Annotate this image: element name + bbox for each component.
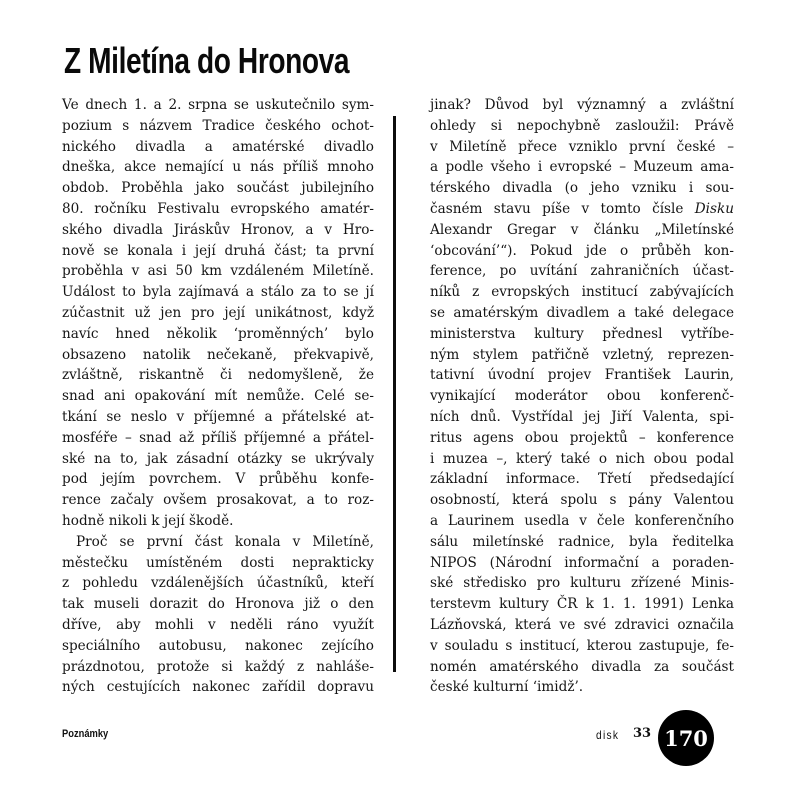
- text-line: dneška, akce nemající u nás příliš mnoho: [62, 159, 374, 176]
- text-line: obdob. Proběhla jako součást jubilejního: [62, 180, 374, 197]
- text-line: jinak? Důvod byl významný a zvláštní: [430, 97, 734, 113]
- text-line: se amatérským divadlem a také delegace: [430, 304, 734, 321]
- text-line: terstevm kultury ČR k 1. 1. 1991) Lenka: [430, 596, 734, 613]
- magazine-reference: Disku: [694, 200, 734, 217]
- text-line: proběhla v asi 50 km vzdáleném Miletíně.: [62, 263, 374, 280]
- text-line: ského divadla Jiráskův Hronov, a v Hro-: [62, 221, 374, 238]
- text-line: ritus agens obou projektů – konference: [430, 429, 734, 446]
- text-line: zvláštně, riskantně či nedomyšleně, že: [62, 367, 374, 384]
- text-line: časném stavu píše v tomto čísle Disku: [430, 200, 734, 217]
- text-line: Událost to byla zajímavá a stálo za to se jí: [62, 284, 374, 301]
- text-line: tativní úvodní projev František Laurin,: [430, 367, 734, 384]
- magazine-name: disk: [596, 728, 620, 742]
- text-line: ohledy si nepochybně zasloužil: Právě: [430, 117, 734, 134]
- text-line: v souladu s institucí, kterou zastupuje, fe-: [430, 637, 734, 654]
- text-line: snad ani opakování mít nemůže. Celé se-: [62, 388, 374, 405]
- text-line: prázdnotou, protože si každý z nahláše-: [62, 658, 374, 675]
- text-line: sálu miletínské radnice, byla ředitelka: [430, 533, 734, 550]
- text-line: Proč se první část konala v Miletíně,: [76, 533, 374, 550]
- text-line: rence začaly ovšem prosakovat, a to roz-: [62, 492, 374, 509]
- text-line: mosféře – snad až příliš příjemné a přátel-: [62, 429, 374, 446]
- text-line: tak museli dorazit do Hronova již o den: [62, 596, 374, 613]
- text-line: Alexandr Gregar v článku „Miletínské: [430, 221, 734, 238]
- text-line: ference, po uvítání zahraničních účast-: [430, 263, 734, 280]
- text-line: Ve dnech 1. a 2. srpna se uskutečnilo sym-: [62, 97, 374, 113]
- text-line: ným stylem patřičně vzletný, reprezen-: [430, 346, 734, 363]
- text-line: tkání se neslo v příjemné a přátelské at-: [62, 408, 374, 425]
- text-line: navíc hned několik ‘proměnných’ bylo: [62, 325, 374, 342]
- column-divider-rule: [393, 116, 396, 672]
- text-line: v Miletíně přece vzniklo první české –: [430, 138, 734, 155]
- text-line: nově se konala i její druhá část; ta první: [62, 242, 374, 259]
- text-line: i muzea –, který také o nich obou podal: [430, 450, 734, 467]
- text-line: nomén amatérského divadla za součást: [430, 658, 734, 675]
- text-line: ‘obcování’“). Pokud jde o průběh kon-: [430, 242, 734, 259]
- section-label: Poznámky: [62, 728, 109, 740]
- article-title: Z Miletína do Hronova: [64, 40, 350, 81]
- text-line: NIPOS (Národní informační a poraden-: [430, 554, 734, 571]
- text-line: vynikající moderátor obou konferenč-: [430, 388, 734, 405]
- text-line: ské středisko pro kulturu zřízené Minis-: [430, 575, 734, 592]
- text-line: ské na to, jak zásadní otázky se ukrývaly: [62, 450, 374, 467]
- left-text-column: [62, 95, 374, 698]
- right-text-column: [430, 95, 734, 698]
- text-line: ných cestujících nakonec zařídil dopravu: [62, 679, 374, 696]
- issue-number: 33: [633, 726, 652, 741]
- text-line: nického divadla a amatérské divadlo: [62, 138, 374, 155]
- text-line: pozium s názvem Tradice českého ochot-: [62, 117, 374, 134]
- text-line: dříve, aby mohli v neděli ráno využít: [62, 616, 374, 633]
- text-line: a podle všeho i evropské – Muzeum ama-: [430, 159, 734, 176]
- page-number: 170: [664, 725, 708, 751]
- text-line: české kulturní ‘imidž’.: [430, 679, 584, 696]
- text-line: obsazeno natolik nečekaně, překvapivě,: [62, 346, 374, 363]
- text-line: základní informace. Třetí předsedající: [430, 471, 734, 488]
- text-line: městečku umístěném dosti neprakticky: [62, 554, 374, 571]
- text-line: zúčastnit už jen pro její unikátnost, když: [62, 304, 374, 321]
- text-line: térského divadla (o jeho vzniku i sou-: [430, 180, 734, 197]
- text-line: z pohledu vzdálenějších účastníků, kteří: [62, 575, 374, 592]
- text-line: pod jejím povrchem. V průběhu konfe-: [62, 471, 374, 488]
- text-line: Lázňovská, která ve své zdravici označila: [430, 616, 734, 633]
- text-line: ních dnů. Vystřídal jej Jiří Valenta, spi-: [430, 408, 734, 425]
- text-line: osobností, která spolu s pány Valentou: [430, 492, 734, 509]
- text-line: 80. ročníku Festivalu evropského amatér-: [62, 200, 374, 217]
- text-line: ministerstva kultury přednesl vytříbe-: [430, 325, 734, 342]
- text-line: hodně nikoli k její škodě.: [62, 512, 234, 529]
- text-line: a Laurinem usedla v čele konferenčního: [430, 512, 734, 529]
- text-line: níků z evropských institucí zabývajících: [430, 284, 734, 301]
- text-line: speciálního autobusu, nakonec zejícího: [62, 637, 374, 654]
- page-number-badge: [658, 710, 714, 766]
